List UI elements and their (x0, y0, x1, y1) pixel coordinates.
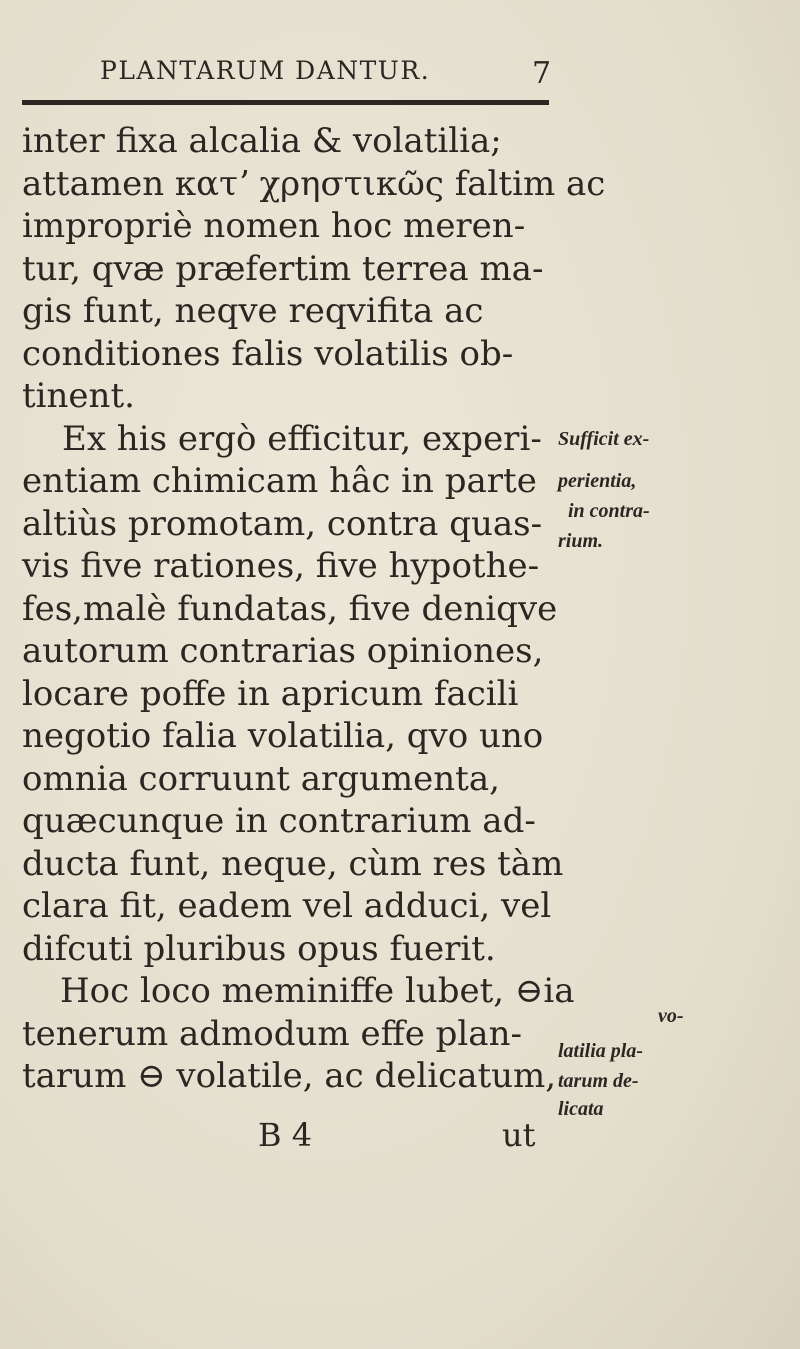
margin-note: perientia, (558, 470, 637, 492)
page-number: 7 (532, 56, 553, 91)
header-rule (22, 100, 549, 105)
margin-note: rium. (558, 530, 604, 552)
text-line: Ex his ergò efficitur, experi- (62, 418, 542, 459)
text-line: quæcunque in contrarium ad- (22, 801, 536, 841)
text-line: tinent. (22, 376, 135, 416)
running-header (100, 56, 560, 96)
text-line: gis funt, neqve reqvifita ac (22, 291, 484, 331)
text-line: impropriè nomen hoc meren- (22, 206, 526, 246)
margin-note: vo- (658, 1005, 684, 1027)
text-line: Hoc loco meminiffe lubet, ⊖ia (60, 971, 575, 1011)
text-line: locare poffe in apricum facili (22, 673, 519, 714)
text-line: vis five rationes, five hypothe- (22, 546, 540, 586)
catchword: ut (502, 1116, 536, 1154)
text-line: negotio falia volatilia, qvo uno (22, 716, 544, 756)
margin-note: tarum de- (558, 1070, 639, 1092)
text-line: ducta funt, neque, cùm res tàm (22, 843, 564, 884)
margin-note: Sufficit ex- (558, 428, 650, 450)
text-line: altiùs promotam, contra quas- (22, 503, 543, 544)
margin-note: in contra- (568, 500, 650, 522)
text-line: omnia corruunt argumenta, (22, 758, 500, 799)
text-line: tarum ⊖ volatile, ac delicatum, (22, 1056, 557, 1096)
text-line: inter fixa alcalia & volatilia; (22, 121, 502, 161)
text-line: tenerum admodum effe plan- (22, 1013, 522, 1054)
text-line: attamen κατʼ χρηστικῶς faltim ac (22, 163, 606, 204)
margin-note: licata (558, 1098, 604, 1120)
text-line: clara fit, eadem vel adduci, vel (22, 886, 552, 926)
text-line: autorum contrarias opiniones, (22, 631, 544, 671)
text-line: conditiones falis volatilis ob- (22, 333, 514, 374)
running-title: PLANTARUM DANTUR. (100, 56, 431, 85)
signature-mark: B 4 (258, 1116, 313, 1154)
text-line: entiam chimicam hâc in parte (22, 461, 537, 501)
text-line: tur, qvæ præfertim terrea ma- (22, 248, 544, 289)
text-line: difcuti pluribus opus fuerit. (22, 928, 496, 969)
text-line: fes,malè fundatas, five deniqve (22, 588, 558, 629)
margin-note: latilia pla- (558, 1040, 643, 1062)
